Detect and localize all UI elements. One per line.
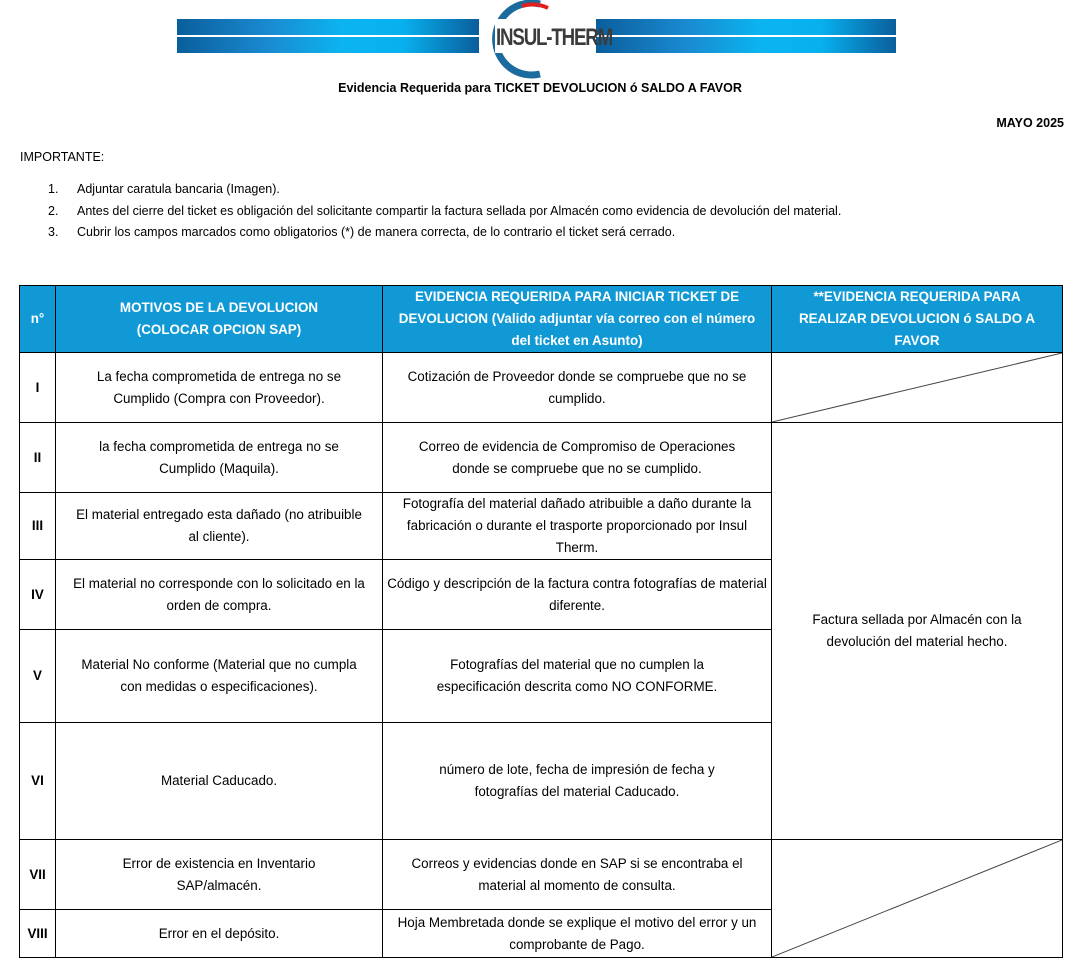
row-evidencia: Cotización de Proveedor donde se compruebe que no se cumplido. xyxy=(383,353,772,423)
banner-bar-left-top xyxy=(177,19,479,35)
row-motivo: El material no corresponde con lo solicitado en la orden de compra. xyxy=(56,560,383,630)
row-motivo: El material entregado esta dañado (no atribuible al cliente). xyxy=(56,493,383,560)
row-evidencia: Fotografía del material dañado atribuible a daño durante la fabricación o durante el trasporte proporcionado por Insul Therm. xyxy=(383,493,772,560)
row-evidencia: número de lote, fecha de impresión de fecha y fotografías del material Caducado. xyxy=(383,723,772,840)
row-motivo: la fecha comprometida de entrega no se Cumplido (Maquila). xyxy=(56,423,383,493)
row-number: VI xyxy=(20,723,56,840)
note-text: Antes del cierre del ticket es obligación del solicitante compartir la factura sellada por Almacén como evidencia de devolución del material. xyxy=(77,203,842,218)
header-evidencia-iniciar: EVIDENCIA REQUERIDA PARA INICIAR TICKET DE DEVOLUCION (Valido adjuntar vía correo con el número del ticket en Asunto) xyxy=(383,286,772,353)
row-number: II xyxy=(20,423,56,493)
row-number: V xyxy=(20,630,56,723)
note-number: 1. xyxy=(48,182,59,196)
notes-list xyxy=(48,182,841,247)
important-label: IMPORTANTE: xyxy=(20,150,105,164)
table-row xyxy=(20,423,1063,493)
note-number: 3. xyxy=(48,225,59,239)
row-motivo: Error en el depósito. xyxy=(56,910,383,958)
row-evidencia: Correos y evidencias donde en SAP si se encontraba el material al momento de consulta. xyxy=(383,840,772,910)
note-text: Adjuntar caratula bancaria (Imagen). xyxy=(77,182,280,196)
header-number: n° xyxy=(20,286,56,353)
banner-bar-left-bottom xyxy=(177,37,479,53)
row-number: I xyxy=(20,353,56,423)
merged-evidence-cell: Factura sellada por Almacén con la devolución del material hecho. xyxy=(772,423,1063,840)
note-text: Cubrir los campos marcados como obligatorios (*) de manera correcta, de lo contrario el ticket será cerrado. xyxy=(77,225,676,239)
banner-bar-right-bottom xyxy=(596,37,896,53)
banner-bar-right-top xyxy=(596,19,896,35)
diagonal-strike xyxy=(772,840,1062,957)
row-evidencia: Código y descripción de la factura contra fotografías de material diferente. xyxy=(383,560,772,630)
table-row xyxy=(20,353,1063,423)
row-number: III xyxy=(20,493,56,560)
row-motivo: Error de existencia en Inventario SAP/almacén. xyxy=(56,840,383,910)
row-number: IV xyxy=(20,560,56,630)
table-row xyxy=(20,840,1063,910)
row-motivo: La fecha comprometida de entrega no se Cumplido (Compra con Proveedor). xyxy=(56,353,383,423)
diagonal-strike xyxy=(772,353,1062,422)
evidence-table xyxy=(19,285,1063,958)
note-item xyxy=(48,225,841,247)
document-date: MAYO 2025 xyxy=(996,116,1064,130)
row-number: VII xyxy=(20,840,56,910)
header-motivos: MOTIVOS DE LA DEVOLUCION (COLOCAR OPCION SAP) xyxy=(56,286,383,353)
row-evidencia: Fotografías del material que no cumplen la especificación descrita como NO CONFORME. xyxy=(383,630,772,723)
row-evidencia: Hoja Membretada donde se explique el motivo del error y un comprobante de Pago. xyxy=(383,910,772,958)
note-item xyxy=(48,182,841,204)
row-na-cell xyxy=(772,353,1063,423)
row-number: VIII xyxy=(20,910,56,958)
logo-text: INSUL-THERM xyxy=(496,24,613,51)
row-motivo: Material Caducado. xyxy=(56,723,383,840)
note-item xyxy=(48,204,841,226)
row-evidencia: Correo de evidencia de Compromiso de Operaciones donde se compruebe que no se cumplido. xyxy=(383,423,772,493)
table-header-row xyxy=(20,286,1063,353)
note-number: 2. xyxy=(48,203,59,218)
header-evidencia-realizar: **EVIDENCIA REQUERIDA PARA REALIZAR DEVOLUCION ó SALDO A FAVOR xyxy=(772,286,1063,353)
row-na-cell xyxy=(772,840,1063,958)
row-motivo: Material No conforme (Material que no cumpla con medidas o especificaciones). xyxy=(56,630,383,723)
document-title: Evidencia Requerida para TICKET DEVOLUCION ó SALDO A FAVOR xyxy=(338,81,742,95)
